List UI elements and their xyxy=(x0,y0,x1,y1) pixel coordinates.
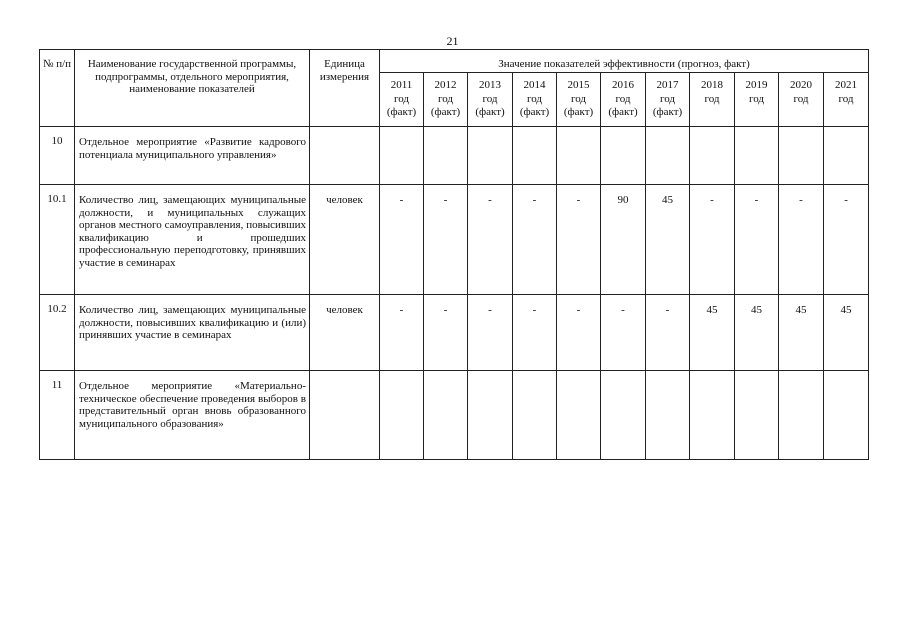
row-unit xyxy=(310,127,380,185)
row-name-text: Отдельное мероприятие «Материально-техническое обеспечение проведения выборов в представительный орган вновь образованного муниципального образования» xyxy=(79,380,306,430)
value-cell-2012 xyxy=(424,371,468,460)
row-name xyxy=(75,127,310,185)
header-year-year: 2012 xyxy=(434,79,457,91)
row-unit: человек xyxy=(310,295,380,371)
header-year-kind: год xyxy=(704,92,720,105)
header-year-kind: год xyxy=(615,92,631,105)
value-cell-2012: - xyxy=(424,295,468,371)
table-row xyxy=(40,295,869,371)
value-cell-2012: - xyxy=(424,185,468,295)
header-year-year: 2019 xyxy=(745,79,768,91)
row-number: 10.2 xyxy=(40,295,75,371)
indicators-table xyxy=(39,49,869,460)
header-year-2014 xyxy=(513,73,557,127)
row-name-text: Отдельное мероприятие «Развитие кадрового потенциала муниципального управления» xyxy=(79,136,306,161)
header-year-year: 2020 xyxy=(790,79,812,91)
header-year-2021 xyxy=(824,73,869,127)
header-year-year: 2013 xyxy=(479,79,501,91)
header-col-name: Наименование государственной программы, подпрограммы, отдельного мероприятия, наименование показателей xyxy=(75,50,310,127)
row-number: 10.1 xyxy=(40,185,75,295)
header-year-2011 xyxy=(380,73,424,127)
value-cell-2011 xyxy=(380,127,424,185)
value-cell-2018 xyxy=(690,127,735,185)
value-cell-2014 xyxy=(513,371,557,460)
header-year-year: 2018 xyxy=(701,79,723,91)
header-year-year: 2015 xyxy=(567,79,590,91)
table-row xyxy=(40,127,869,185)
value-cell-2016: - xyxy=(601,295,646,371)
value-cell-2017 xyxy=(646,371,690,460)
header-year-2015 xyxy=(557,73,601,127)
value-cell-2019 xyxy=(735,127,779,185)
row-name xyxy=(75,185,310,295)
row-number: 10 xyxy=(40,127,75,185)
value-cell-2016: 90 xyxy=(601,185,646,295)
value-cell-2013 xyxy=(468,371,513,460)
row-name-text: Количество лиц, замещающих муниципальные должности, повысивших квалификацию и (или) принявших участие в семинарах xyxy=(79,304,306,341)
value-cell-2015 xyxy=(557,127,601,185)
value-cell-2017 xyxy=(646,127,690,185)
header-year-2016 xyxy=(601,73,646,127)
header-year-note: (факт) xyxy=(563,106,594,118)
header-year-kind: год xyxy=(393,92,410,105)
value-cell-2017: 45 xyxy=(646,185,690,295)
value-cell-2011: - xyxy=(380,295,424,371)
value-cell-2020: 45 xyxy=(779,295,824,371)
value-cell-2014: - xyxy=(513,295,557,371)
value-cell-2016 xyxy=(601,371,646,460)
header-year-kind: год xyxy=(793,92,809,105)
value-cell-2014 xyxy=(513,127,557,185)
value-cell-2016 xyxy=(601,127,646,185)
value-cell-2013: - xyxy=(468,185,513,295)
value-cell-2019 xyxy=(735,371,779,460)
value-cell-2015: - xyxy=(557,185,601,295)
header-year-kind: год xyxy=(838,92,854,105)
header-row xyxy=(40,50,869,73)
header-year-note: (факт) xyxy=(475,106,505,118)
row-name xyxy=(75,371,310,460)
header-col-unit: Единица измерения xyxy=(310,50,380,127)
value-cell-2015: - xyxy=(557,295,601,371)
header-year-kind: год xyxy=(570,92,587,105)
value-cell-2017: - xyxy=(646,295,690,371)
value-cell-2021 xyxy=(824,371,869,460)
header-year-note: (факт) xyxy=(430,106,461,118)
value-cell-2013 xyxy=(468,127,513,185)
value-cell-2021 xyxy=(824,127,869,185)
header-year-year: 2021 xyxy=(835,79,858,91)
value-cell-2021: 45 xyxy=(824,295,869,371)
header-year-2020 xyxy=(779,73,824,127)
value-cell-2013: - xyxy=(468,295,513,371)
page-number: 21 xyxy=(446,34,459,48)
header-year-note: (факт) xyxy=(608,106,638,118)
value-cell-2019: 45 xyxy=(735,295,779,371)
header-year-2013 xyxy=(468,73,513,127)
value-cell-2018: - xyxy=(690,185,735,295)
value-cell-2020 xyxy=(779,371,824,460)
table-row xyxy=(40,185,869,295)
value-cell-2020: - xyxy=(779,185,824,295)
row-unit xyxy=(310,371,380,460)
header-year-kind: год xyxy=(748,92,765,105)
header-col-values: Значение показателей эффективности (прогноз, факт) xyxy=(380,50,869,73)
header-year-2017 xyxy=(646,73,690,127)
header-year-year: 2014 xyxy=(523,79,546,91)
value-cell-2011: - xyxy=(380,185,424,295)
value-cell-2021: - xyxy=(824,185,869,295)
header-year-year: 2011 xyxy=(390,79,413,91)
value-cell-2019: - xyxy=(735,185,779,295)
value-cell-2020 xyxy=(779,127,824,185)
row-number: 11 xyxy=(40,371,75,460)
header-year-kind: год xyxy=(526,92,543,105)
value-cell-2014: - xyxy=(513,185,557,295)
header-year-2012 xyxy=(424,73,468,127)
row-name-text: Количество лиц, замещающих муниципальные должности, и муниципальных служащих органов местного самоуправления, повысивших квалификацию и прошедших профессиональную переподготовку, принявших участие в семинарах xyxy=(79,194,306,269)
header-year-2019 xyxy=(735,73,779,127)
value-cell-2018 xyxy=(690,371,735,460)
table-row xyxy=(40,371,869,460)
value-cell-2015 xyxy=(557,371,601,460)
value-cell-2018: 45 xyxy=(690,295,735,371)
header-year-note: (факт) xyxy=(386,106,417,118)
value-cell-2012 xyxy=(424,127,468,185)
header-year-kind: год xyxy=(659,92,676,105)
header-year-kind: год xyxy=(482,92,498,105)
header-year-note: (факт) xyxy=(519,106,550,118)
value-cell-2011 xyxy=(380,371,424,460)
row-name xyxy=(75,295,310,371)
header-year-year: 2016 xyxy=(612,79,634,91)
header-year-year: 2017 xyxy=(656,79,679,91)
header-year-note: (факт) xyxy=(652,106,683,118)
row-unit: человек xyxy=(310,185,380,295)
header-year-kind: год xyxy=(437,92,454,105)
header-year-2018 xyxy=(690,73,735,127)
header-col-no: № п/п xyxy=(40,50,75,127)
